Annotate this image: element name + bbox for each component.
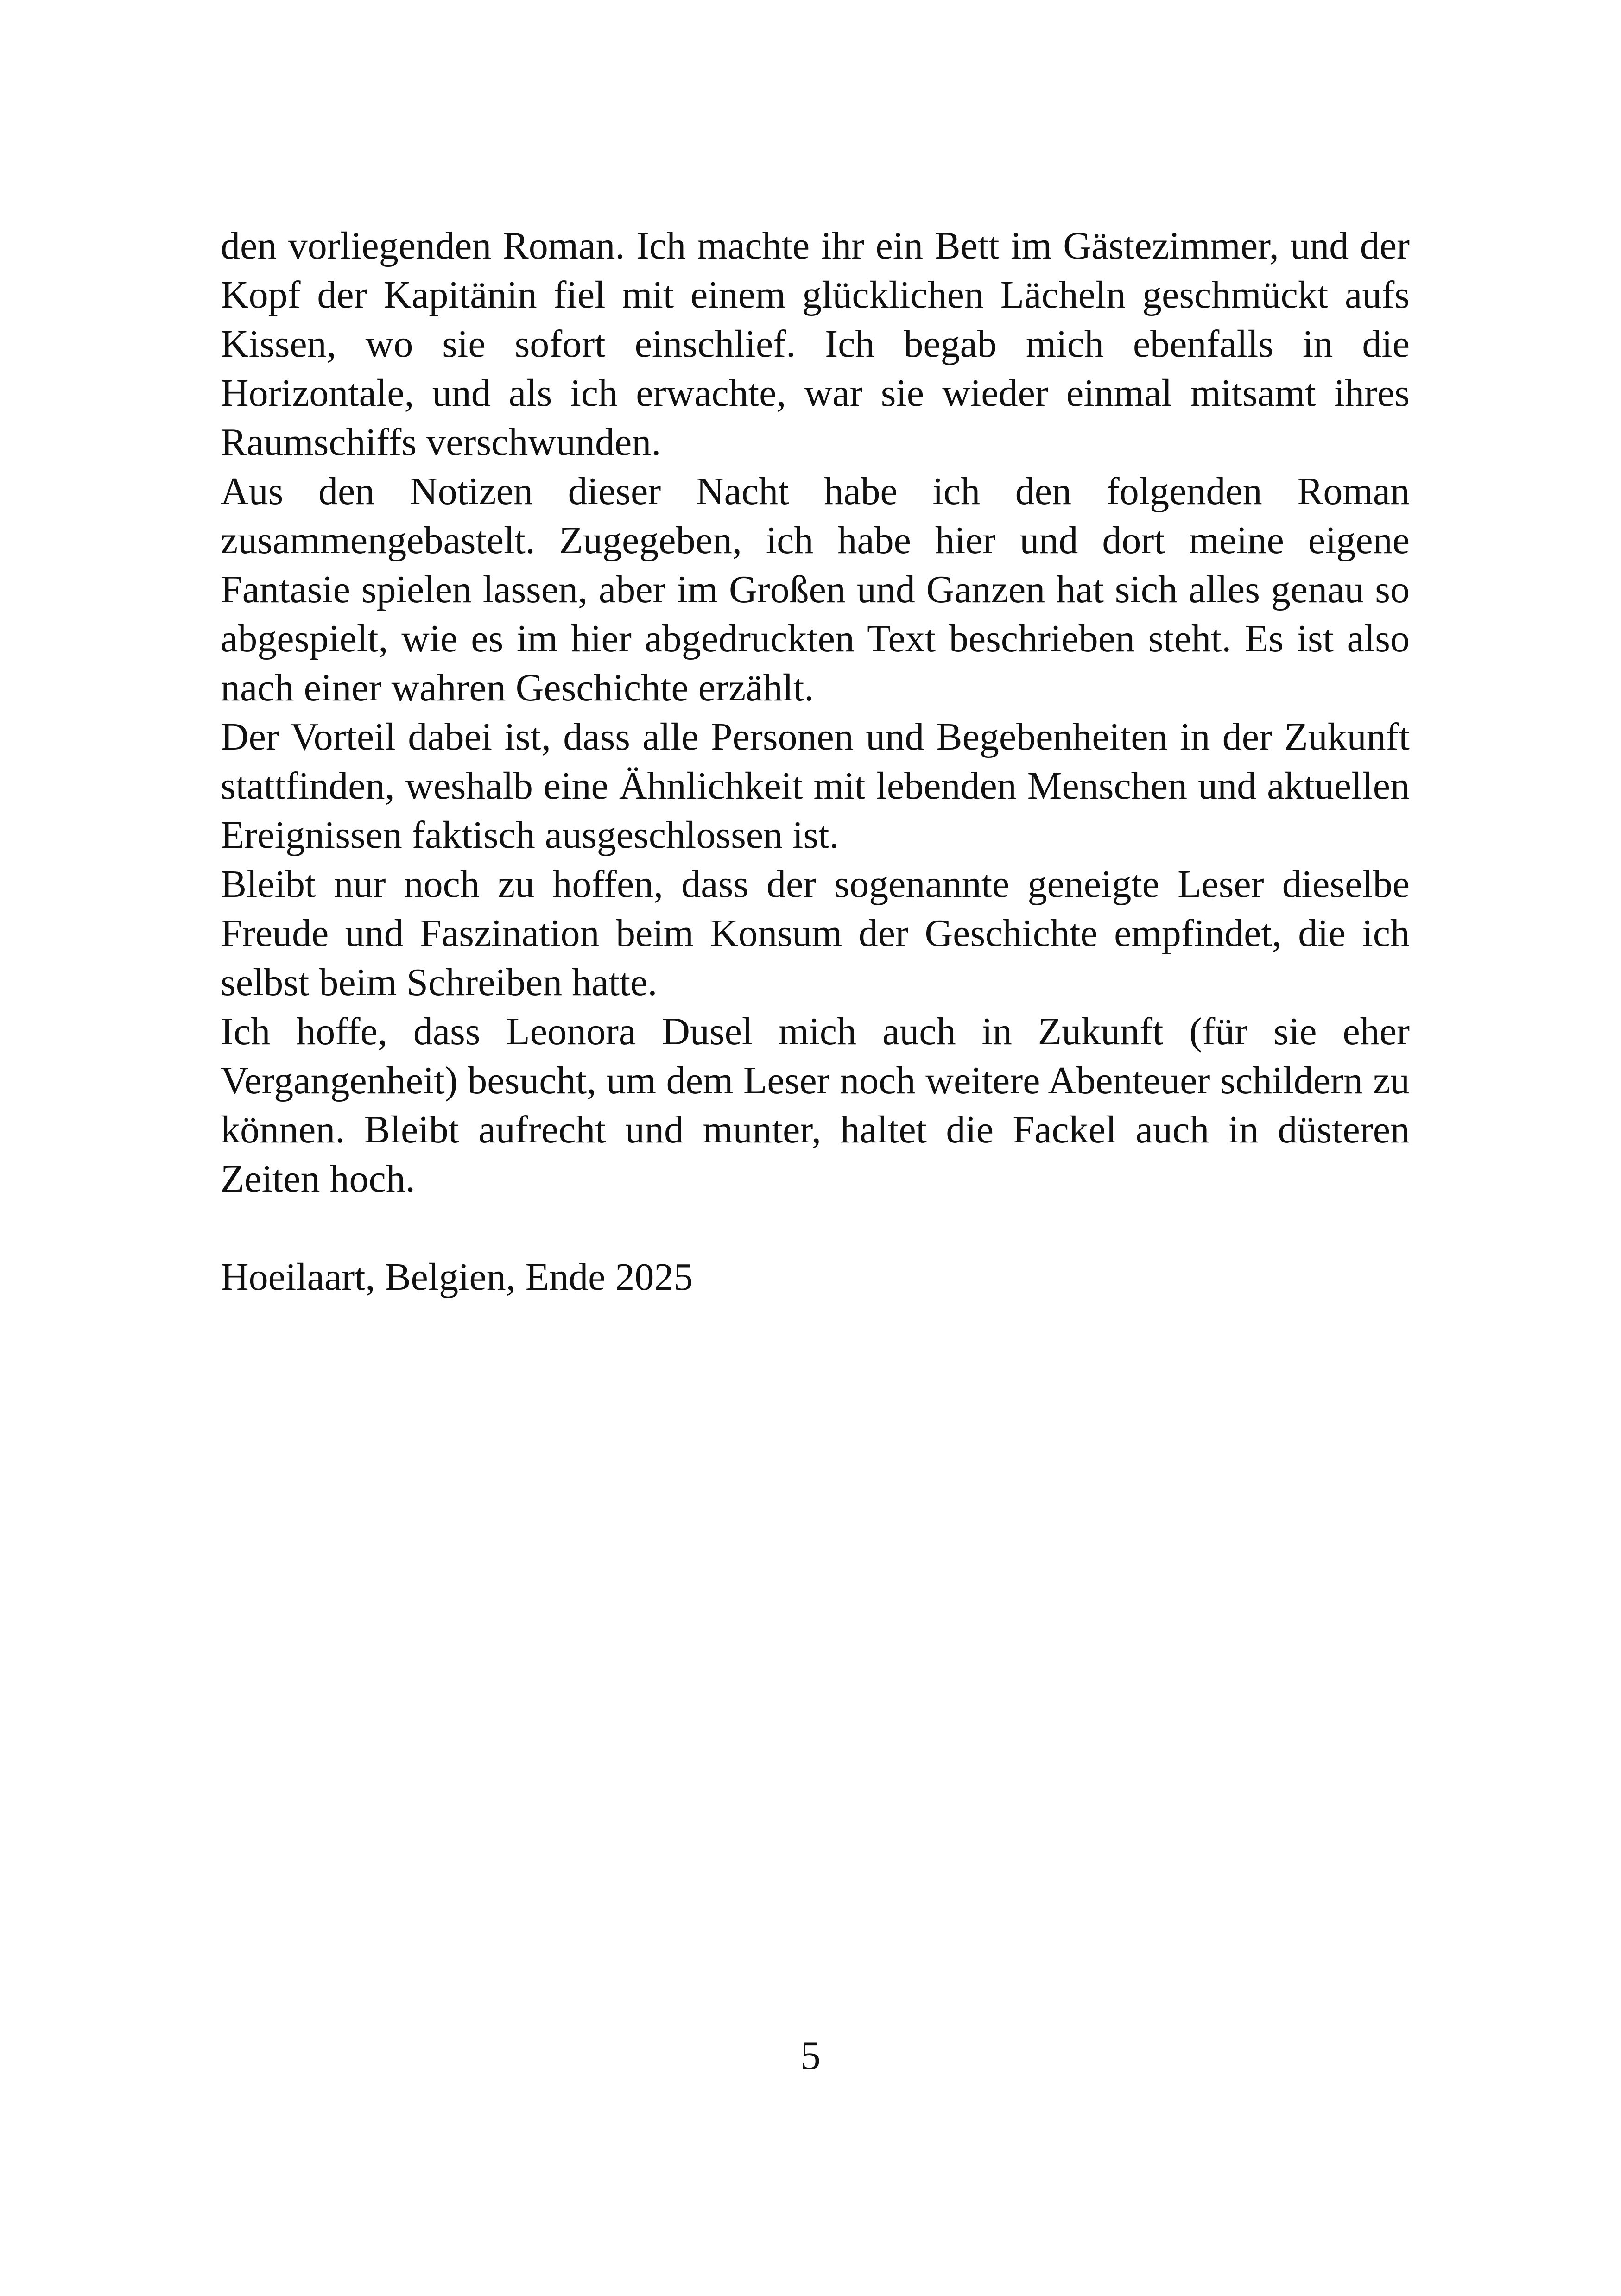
paragraph: Ich hoffe, dass Leonora Dusel mich auch in Zukunft (für sie eher Vergangenheit) besucht, um dem Leser noch weitere Abenteuer schildern zu können. Bleibt aufrecht und munter, haltet die Fackel auch in düsteren Zeiten hoch. [221, 1010, 1410, 1200]
page-number: 5 [800, 2033, 821, 2078]
paragraph: Aus den Notizen dieser Nacht habe ich den folgenden Roman zusammengebastelt. Zugegeben, ich habe hier und dort meine eigene Fantasie spielen lassen, aber im Großen und Ganzen hat sich alles genau so abgespielt, wie es im hier abgedruckten Text beschrieben steht. Es ist also nach einer wahren Geschichte erzählt. [221, 470, 1410, 709]
place-date: Hoeilaart, Belgien, Ende 2025 [221, 1255, 693, 1299]
body-text [221, 221, 1410, 1302]
paragraph: Bleibt nur noch zu hoffen, dass der sogenannte geneigte Leser dieselbe Freude und Faszination beim Konsum der Geschichte empfindet, die ich selbst beim Schreiben hatte. [221, 863, 1410, 1004]
paragraph: den vorliegenden Roman. Ich machte ihr ein Bett im Gästezimmer, und der Kopf der Kapitänin fiel mit einem glücklichen Lächeln geschmückt aufs Kissen, wo sie sofort einschlief. Ich begab mich ebenfalls in die Horizontale, und als ich erwachte, war sie wieder einmal mitsamt ihres Raumschiffs verschwunden. [221, 224, 1410, 464]
paragraph: Der Vorteil dabei ist, dass alle Personen und Begebenheiten in der Zukunft stattfinden, weshalb eine Ähnlichkeit mit lebenden Menschen und aktuellen Ereignissen faktisch ausgeschlossen ist. [221, 715, 1410, 857]
